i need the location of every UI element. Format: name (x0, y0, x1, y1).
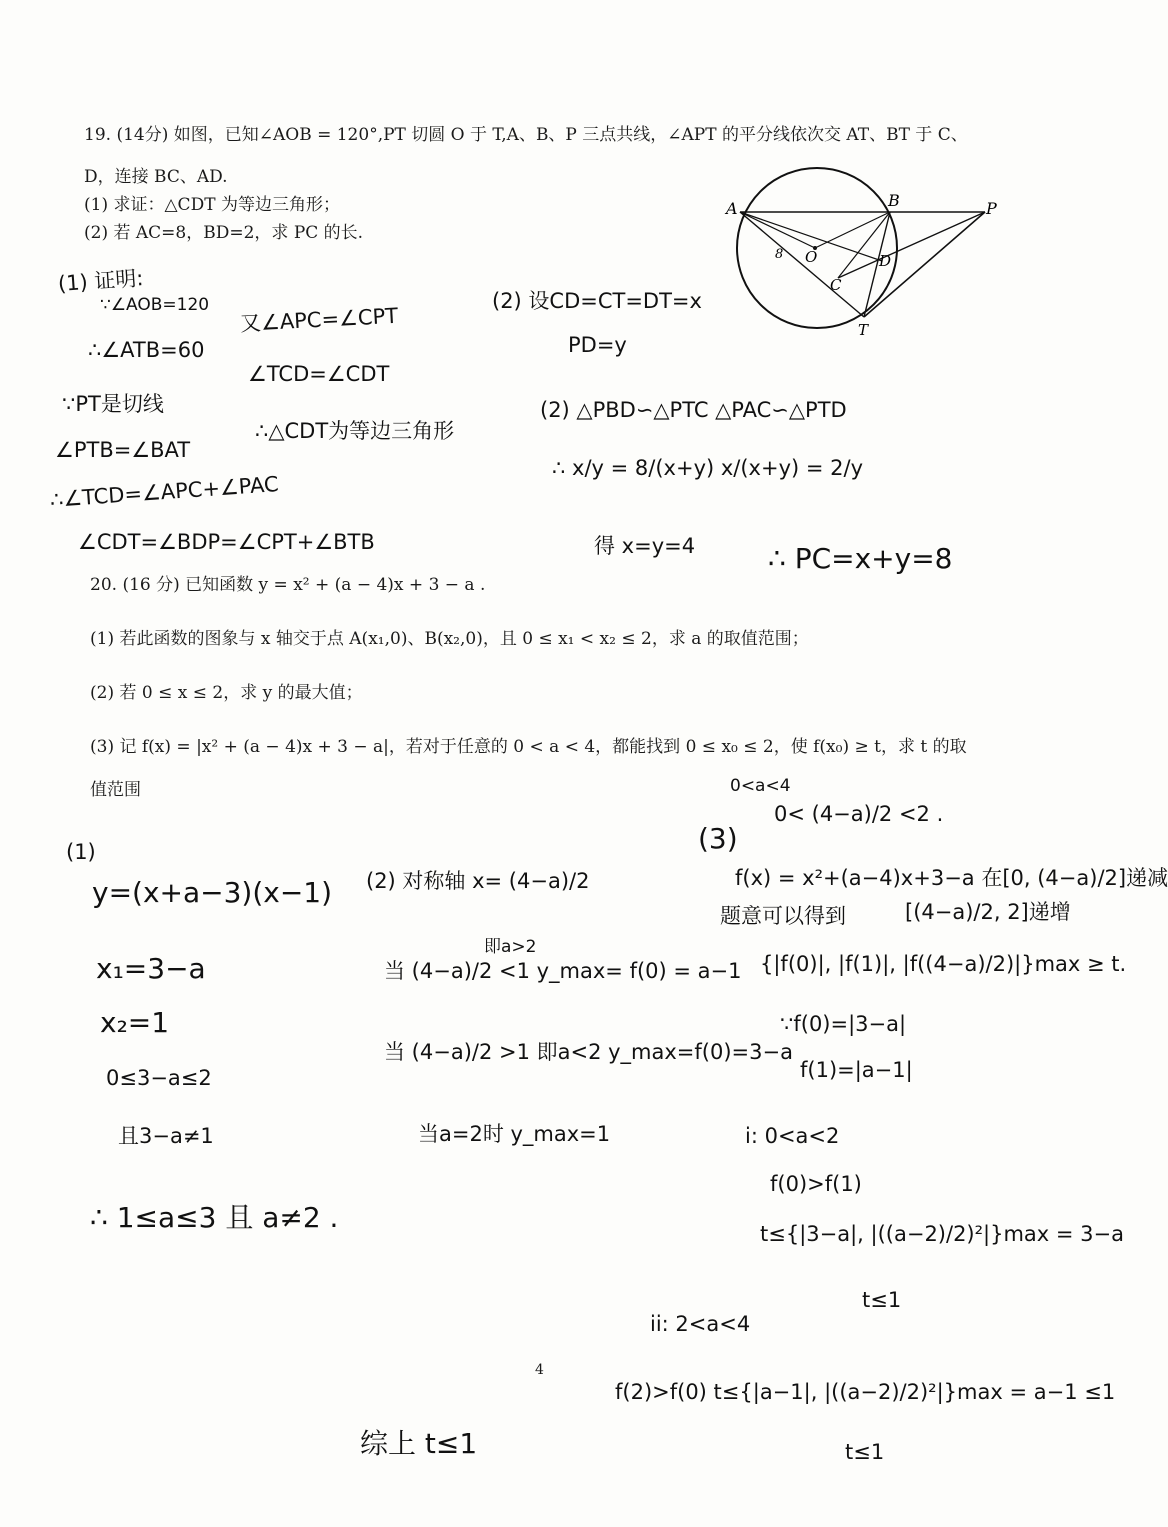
hand20-c3b: [(4−a)/2, 2]递增 (905, 900, 1071, 924)
p19-part1: (1) 求证：△CDT 为等边三角形； (84, 195, 340, 215)
hand20-a4: x₂=1 (100, 1006, 170, 1039)
p19-part2: (2) 若 AC=8，BD=2，求 PC 的长. (84, 223, 364, 243)
label-t: T (858, 321, 869, 339)
hand20-c1: (3) (698, 822, 738, 855)
hand20-b1: (2) 对称轴 x= (4−a)/2 (366, 869, 590, 893)
hand19-h10: ∴△CDT为等边三角形 (255, 419, 455, 443)
hand20-c5: ∵f(0)=|3−a| (780, 1012, 907, 1036)
label-a: A (726, 199, 738, 218)
hand19-h14: ∴ x/y = 8/(x+y) x/(x+y) = 2/y (552, 456, 864, 480)
line-oa (740, 212, 815, 248)
hand20-c0: 0<a<4 (730, 776, 791, 796)
hand19-h2: ∵∠AOB=120 (100, 295, 210, 315)
p19-line2: D，连接 BC、AD. (84, 167, 228, 187)
hand20-a1: (1) (66, 840, 96, 864)
hand20-a7: ∴ 1≤a≤3 且 a≠2 . (90, 1201, 339, 1234)
hand20-b4: 当a=2时 y_max=1 (418, 1122, 611, 1146)
hand20-c3: 题意可以得到 (720, 904, 846, 928)
hand20-c9: t≤{|3−a|, |((a−2)/2)²|}max = 3−a (760, 1222, 1125, 1246)
hand20-c4: {|f(0)|, |f(1)|, |f((4−a)/2)|}max ≥ t. (760, 952, 1127, 976)
label-p: P (986, 199, 997, 218)
hand20-c14: 综上 t≤1 (360, 1427, 478, 1460)
hand20-a6: 且3−a≠1 (118, 1124, 214, 1148)
hand20-a5: 0≤3−a≤2 (106, 1066, 212, 1090)
geometry-figure (720, 150, 1020, 340)
hand19-h4: ∵PT是切线 (62, 392, 164, 416)
label-o: O (805, 248, 818, 266)
line-pc (838, 212, 985, 278)
label-c: C (830, 276, 842, 294)
hand20-c0b: 0< (4−a)/2 <2 . (774, 802, 944, 826)
hand19-h9: ∠TCD=∠CDT (248, 362, 390, 386)
hand20-c2: f(x) = x²+(a−4)x+3−a 在[0, (4−a)/2]递减 (735, 866, 1168, 890)
hand20-b2: 当 (4−a)/2 <1 y_max= f(0) = a−1 (384, 959, 742, 983)
hand20-c8: f(0)>f(1) (770, 1172, 862, 1196)
hand20-c10: t≤1 (862, 1288, 902, 1312)
label-d: D (879, 252, 892, 270)
p20-part3b: 值范围 (90, 780, 141, 800)
hand19-h8: 又∠APC=∠CPT (239, 303, 399, 336)
hand19-h6: ∴∠TCD=∠APC+∠PAC (49, 472, 280, 512)
label-b: B (888, 191, 900, 210)
page-number: 4 (535, 1362, 544, 1378)
hand20-a3: x₁=3−a (96, 952, 206, 985)
hand20-b3: 当 (4−a)/2 >1 即a<2 y_max=f(0)=3−a (384, 1040, 793, 1064)
hand20-c12: f(2)>f(0) t≤{|a−1|, |((a−2)/2)²|}max = a−1 ≤1 (615, 1380, 1116, 1404)
p20-part1: (1) 若此函数的图象与 x 轴交于点 A(x₁,0)、B(x₂,0)，且 0 ≤ x₁ < x₂ ≤ 2，求 a 的取值范围； (90, 629, 809, 649)
p20-part2: (2) 若 0 ≤ x ≤ 2，求 y 的最大值； (90, 683, 363, 703)
p19-line1: 19. (14分) 如图，已知∠AOB = 120°,PT 切圆 O 于 T,A、B、P 三点共线，∠APT 的平分线依次交 AT、BT 于 C、 (84, 125, 968, 145)
hand20-c11: ii: 2<a<4 (650, 1312, 751, 1336)
hand19-h11: (2) 设CD=CT=DT=x (492, 289, 702, 313)
hand20-c13: t≤1 (845, 1440, 885, 1464)
hand19-h5: ∠PTB=∠BAT (55, 438, 191, 462)
hand19-h1: (1) 证明: (57, 266, 145, 296)
hand20-a2: y=(x+a−3)(x−1) (92, 876, 333, 909)
p20-line1: 20. (16 分) 已知函数 y = x² + (a − 4)x + 3 − a . (90, 575, 486, 595)
hand20-c6: f(1)=|a−1| (800, 1058, 913, 1082)
hand20-c7: i: 0<a<2 (745, 1124, 840, 1148)
hand19-h12: PD=y (568, 333, 627, 357)
hand20-b2note: 即a>2 (484, 937, 537, 957)
hand19-h7: ∠CDT=∠BDP=∠CPT+∠BTB (78, 530, 375, 554)
hand19-h13: (2) △PBD∽△PTC △PAC∽△PTD (540, 398, 847, 422)
label-8: 8 (775, 247, 784, 262)
hand19-h16: ∴ PC=x+y=8 (768, 542, 953, 575)
p20-part3: (3) 记 f(x) = |x² + (a − 4)x + 3 − a|，若对于任意的 0 < a < 4，都能找到 0 ≤ x₀ ≤ 2，使 f(x₀) ≥ t，求 t 的取 (90, 737, 967, 757)
hand19-h15: 得 x=y=4 (594, 534, 696, 558)
hand19-h3: ∴∠ATB=60 (88, 338, 205, 362)
line-ob (815, 212, 890, 248)
